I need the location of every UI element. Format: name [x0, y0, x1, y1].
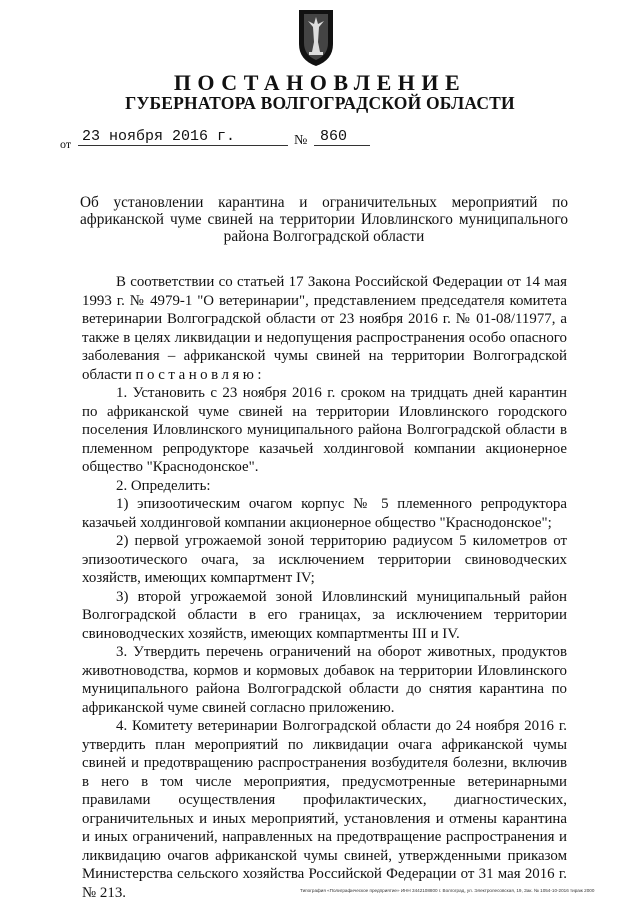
item-3: 3. Утвердить перечень ограничений на оборот животных, продуктов животноводства, кормов и кормовых добавок на территории Иловлинского муниципального района Волгоградской области до снятия карантина по африканской чуме свиней согласно приложению.	[82, 644, 567, 716]
item-4: 4. Комитету ветеринарии Волгоградской области до 24 ноября 2016 г. утвердить план мероприятий по ликвидации очага африканской чумы свиней и предотвращению распространения возбудителя болезни, включив в него в том числе мероприятия, предусмотренные ветеринарными правилами осуществления профилактических, диагностических, ограничительных и иных мероприятий, установления и отмены карантина и иных ограничений, направленных на предотвращение распространения и ликвидацию очагов африканской чумы свиней, утвержденными приказом Министерства сельского хозяйства Российской Федерации от 31 мая 2016 г. № 213.	[82, 718, 567, 901]
emblem	[297, 8, 335, 68]
document-body	[82, 273, 567, 902]
document-title: Об установлении карантина и ограничительных мероприятий по африканской чуме свиней на территории Иловлинского муниципального района Волгоградской области	[80, 194, 568, 245]
item-2-3: 3) второй угрожаемой зоной Иловлинский муниципальный район Волгоградской области в его границах, за исключением территории свиноводческих хозяйств, имеющих компартменты III и IV.	[82, 588, 567, 642]
date-number-line	[60, 128, 460, 150]
printer-imprint: Типография «Полиграфическое предприятие» ИНН 3442108800 г. Волгоград, ул. Электролесовская, 19, Зак. № 1054-10-2016 тираж 2000	[300, 888, 595, 893]
decree-word: постановляю:	[135, 366, 265, 383]
preamble-paragraph	[82, 273, 567, 384]
date-prefix-label: от	[60, 137, 72, 151]
document-number: 860	[314, 128, 370, 146]
document-type-heading: ПОСТАНОВЛЕНИЕ	[173, 70, 467, 95]
item-2-1: 1) эпизоотическим очагом корпус № 5 племенного репродуктора казачьей холдинговой компании акционерное общество "Краснодонское";	[82, 496, 567, 531]
item-1: 1. Установить с 23 ноября 2016 г. сроком на тридцать дней карантин по африканской чуме свиней на территории Иловлинского городского поселения Иловлинского муниципального района Волгоградской области в племенном репродукторе казачьей холдинговой компании акционерное общество "Краснодонское".	[82, 385, 567, 475]
item-2-2: 2) первой угрожаемой зоной территорию радиусом 5 километров от эпизоотического очага, за исключением территории свиноводческих хозяйств, имеющих компартмент IV;	[82, 533, 567, 586]
volgograd-coat-of-arms-icon	[297, 8, 335, 68]
document-date: 23 ноября 2016 г.	[78, 128, 288, 146]
preamble-text: В соответствии со статьей 17 Закона Российской Федерации от 14 мая 1993 г. № 4979-1 "О ветеринарии", представлением председателя комитета ветеринарии Волгоградской области от 23 ноября 2016 г. № 01-08/11977, а также в целях ликвидации и недопущения распространения особо опасного заболевания – африканской чумы свиней на территории Волгоградской области	[82, 274, 567, 383]
number-sign-label: №	[294, 133, 308, 148]
item-2: 2. Определить:	[116, 477, 211, 494]
issuer-heading: ГУБЕРНАТОРА ВОЛГОГРАДСКОЙ ОБЛАСТИ	[125, 93, 515, 113]
